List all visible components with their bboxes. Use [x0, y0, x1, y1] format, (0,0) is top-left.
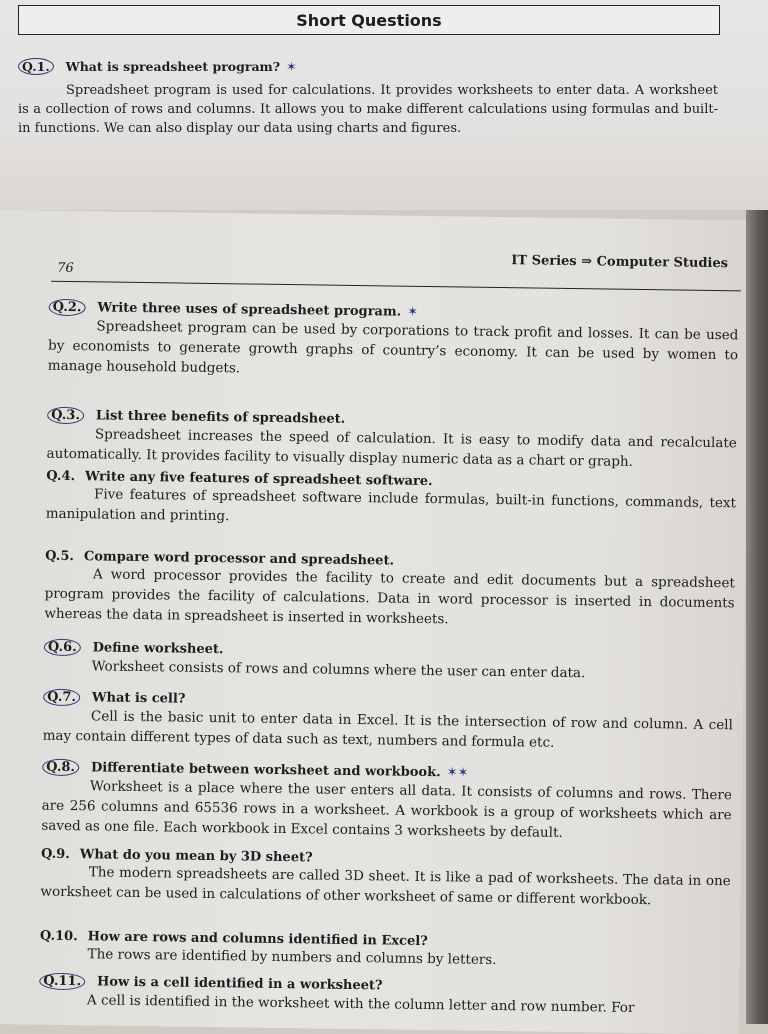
question-block: [44, 639, 734, 686]
answer-text: The modern spreadsheets are called 3D sheet. It is like a pad of worksheets. The data in one worksheet can be used in calculations of other worksheet of same or different workbook.: [40, 864, 731, 909]
answer-text: A cell is identified in the worksheet with the column letter and row number. For: [86, 992, 635, 1016]
question-block: [46, 469, 737, 534]
answer-text: Spreadsheet increases the speed of calculation. It is easy to modify data and recalculate automatically. It provides facility to visually display numeric data as a chart or graph.: [46, 426, 737, 470]
question-number: Q.2.: [49, 299, 86, 317]
question-line: [18, 58, 718, 75]
question-number: Q.1.: [18, 58, 54, 75]
upper-page: [0, 0, 768, 210]
question-block: [41, 759, 732, 846]
answer-text: Spreadsheet program is used for calculations. It provides worksheets to enter data. A worksheet is a collection of rows and columns. It allows you to make different calculations using formulas and built-in functions. We can also display our data using charts and figures.: [18, 83, 718, 136]
question-text: What do you mean by 3D sheet?: [79, 847, 313, 866]
question-block: [43, 689, 734, 756]
question-text: Define worksheet.: [92, 640, 224, 658]
question-text: What is cell?: [91, 690, 186, 707]
answer-text: Spreadsheet program can be used by corporations to track profit and losses. It can be used by economists to generate growth graphs of country’s economy. It can be used by women to manage household budgets.: [47, 318, 739, 377]
question-block: [39, 973, 729, 1020]
question-text: Compare word processor and spreadsheet.: [83, 549, 395, 569]
running-header: IT Series ⇒ Computer Studies: [511, 253, 729, 272]
answer-text: Five features of spreadsheet software include formulas, built-in functions, commands, text manipulation and printing.: [45, 486, 737, 525]
question-block: [48, 299, 739, 386]
question-text: How are rows and columns identified in Excel?: [87, 929, 428, 950]
question-number: Q.11.: [39, 973, 85, 991]
question-number: Q.5.: [45, 548, 75, 565]
question-number: Q.7.: [43, 689, 80, 707]
answer-text: Cell is the basic unit to enter data in Excel. It is the intersection of row and column. A cell may contain different types of data such as text, numbers and formula etc.: [42, 708, 733, 751]
question-text: List three benefits of spreadsheet.: [95, 408, 346, 427]
question-text: What is spreadsheet program?: [65, 59, 281, 74]
question-block: [40, 847, 731, 912]
lower-page: [0, 210, 750, 1034]
question-number: Q.9.: [40, 846, 70, 863]
star-mark-icon: ✶: [286, 59, 297, 74]
question-text: Differentiate between worksheet and workbook.: [90, 760, 441, 781]
section-title-box: [18, 5, 720, 35]
question-text: Write any five features of spreadsheet software.: [84, 469, 433, 490]
question-number: Q.8.: [42, 759, 79, 777]
question-block: [44, 549, 735, 634]
header-rule: [51, 281, 741, 292]
answer-text: The rows are identified by numbers and columns by letters.: [87, 946, 497, 969]
star-mark-icon: ✶: [407, 304, 419, 320]
answer-text: Worksheet is a place where the user enters all data. It consists of columns and rows. There are 256 columns and 65536 rows in a worksheet. A workbook is a group of worksheets which are saved as one file. Each workbook in Excel contains 3 worksheets by default.: [41, 778, 733, 841]
section-title: Short Questions: [296, 10, 442, 30]
question-number: Q.4.: [46, 468, 76, 485]
question-block-1: [18, 58, 718, 138]
question-text: Write three uses of spreadsheet program.: [97, 300, 402, 320]
page-number: 76: [57, 260, 74, 277]
question-block: [46, 407, 737, 474]
question-block: [39, 929, 729, 974]
answer-text: A word processor provides the facility to create and edit documents but a spreadsheet program provides the facility of calculations. Data in word processor is inserted in documents whereas the data in spreadsheet is inserted in worksheets.: [44, 566, 735, 628]
question-number: Q.6.: [44, 639, 81, 657]
question-number: Q.3.: [47, 407, 84, 425]
question-text: How is a cell identified in a worksheet?: [96, 974, 383, 994]
answer-text: Worksheet consists of rows and columns where the user can enter data.: [91, 658, 586, 682]
star-mark-icon: ✶✶: [446, 765, 469, 781]
question-number: Q.10.: [39, 928, 78, 945]
book-binding: [746, 210, 768, 1024]
